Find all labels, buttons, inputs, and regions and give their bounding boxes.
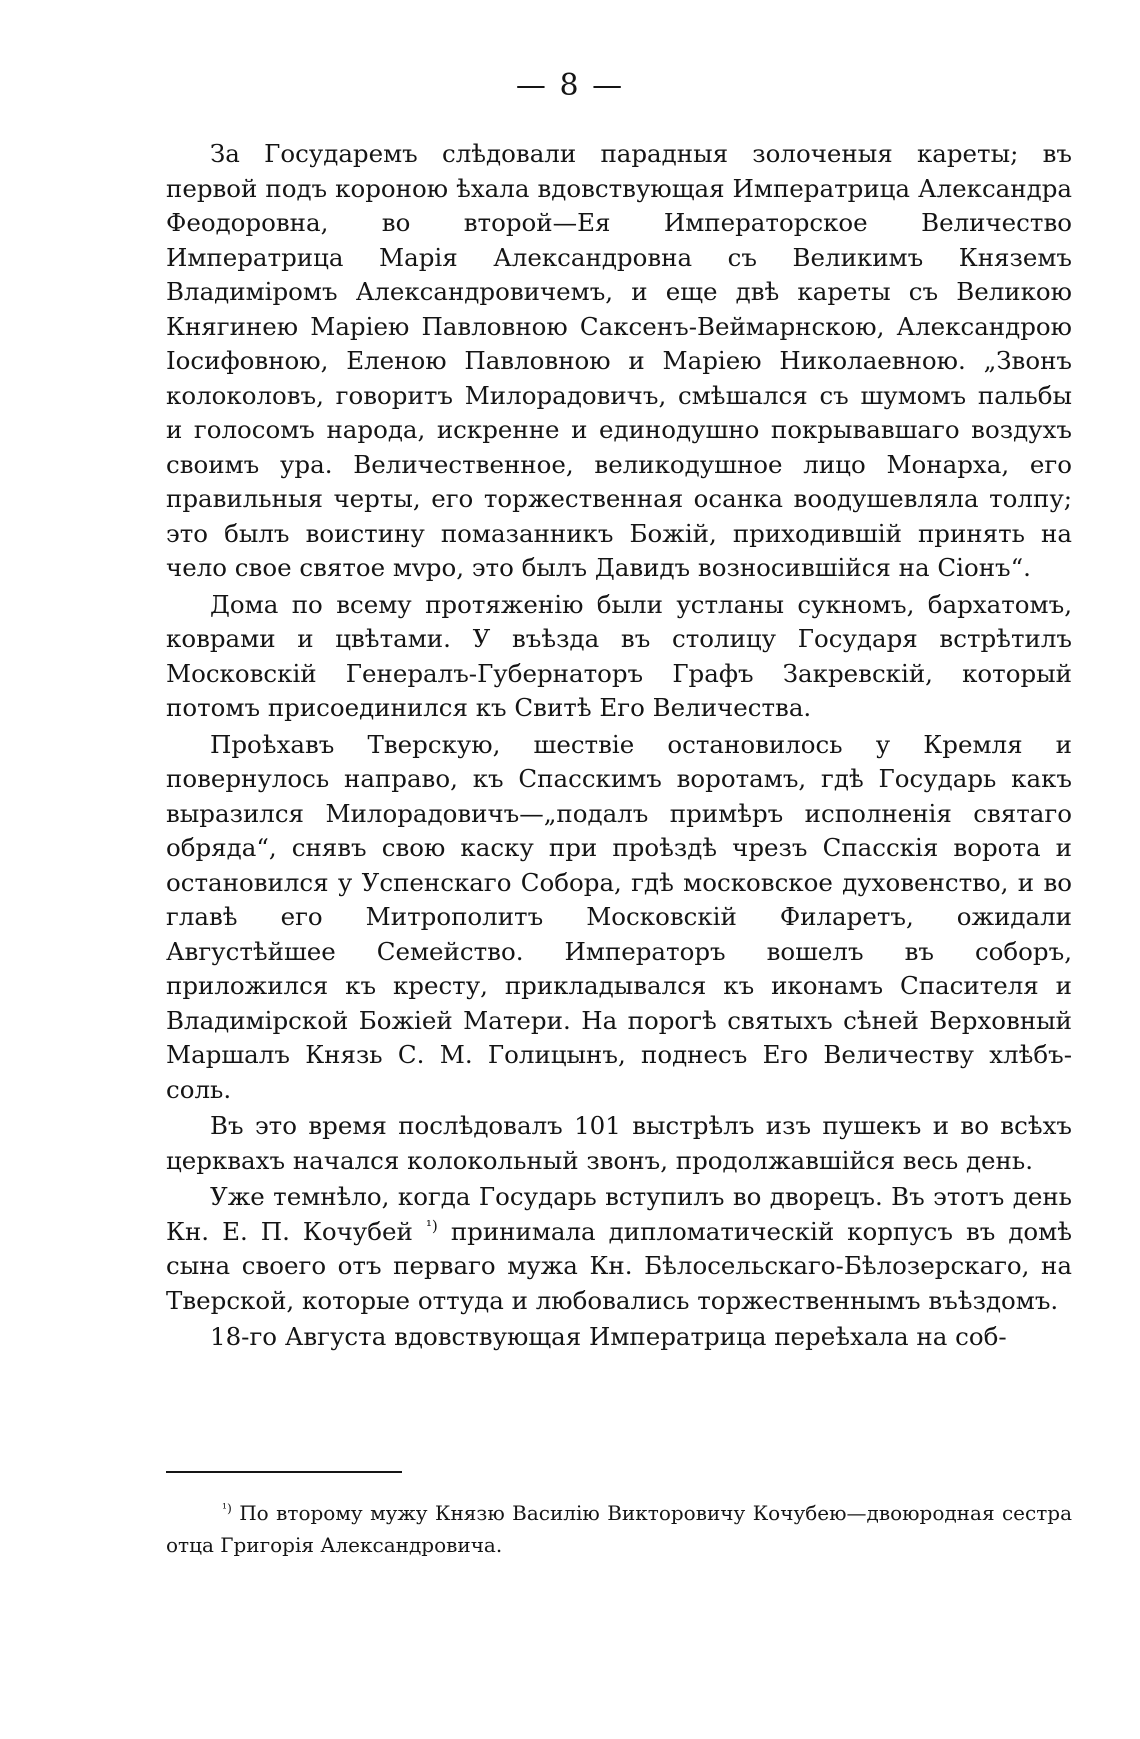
paragraph: За Государемъ слѣдовали парадныя золоченыя кареты; въ первой подъ короною ѣхала вдовствующая Императрица Александра Феодоровна, во второй—Ея Императорское Величество Императрица Марія Александровна съ Великимъ Княземъ Владиміромъ Александровичемъ, и еще двѣ кареты съ Великою Княгинею Маріею Павловною Саксенъ-Веймарнскою, Александрою Іосифовною, Еленою Павловною и Маріею Николаевною. „Звонъ колоколовъ, говоритъ Милорадовичъ, смѣшался съ шумомъ пальбы и голосомъ народа, искренне и единодушно покрывавшаго воздухъ своимъ ура. Величественное, великодушное лицо Монарха, его правильныя черты, его торжественная осанка воодушевляла толпу; это былъ воистину помазанникъ Божій, приходившій принять на чело свое святое мvро, это былъ Давидъ возносившійся на Сіонъ“. xyxy=(166,139,1072,582)
paragraph-text: Уже темнѣло, когда Государь вступилъ во дворецъ. Въ этотъ день Кн. Е. П. Кочубей xyxy=(166,1182,1072,1246)
paragraph: Проѣхавъ Тверскую, шествіе остановилось у Кремля и повернулось направо, къ Спасскимъ воротамъ, гдѣ Государь какъ выразился Милорадовичъ—„подалъ примѣръ исполненія святаго обряда“, снявъ свою каску при проѣздѣ чрезъ Спасскія ворота и остановился у Успенскаго Собора, гдѣ московское духовенство, и во главѣ его Митрополитъ Московскій Филаретъ, ожидали Августѣйшее Семейство. Императоръ вошелъ въ соборъ, приложился къ кресту, прикладывался къ иконамъ Спасителя и Владимірской Божіей Матери. На порогѣ святыхъ сѣней Верховный Маршалъ Князь С. М. Голицынъ, поднесъ Его Величеству хлѣбъ-соль. xyxy=(166,729,1072,1104)
paragraph xyxy=(166,1180,1072,1318)
paragraph: Въ это время послѣдовалъ 101 выстрѣлъ изъ пушекъ и во всѣхъ церквахъ начался колокольный звонъ, продолжавшійся весь день. xyxy=(166,1111,1072,1175)
main-text xyxy=(166,137,1072,1357)
footnote-text: По второму мужу Князю Василію Викторовичу Кочубею—двоюродная сестра отца Григорія Александровича. xyxy=(166,1501,1072,1557)
page-number: — 8 — xyxy=(515,68,625,103)
footnote-mark: ¹) xyxy=(222,1500,232,1516)
paragraph: Дома по всему протяженію были устланы сукномъ, бархатомъ, коврами и цвѣтами. У въѣзда въ столицу Государя встрѣтилъ Московскій Генералъ-Губернаторъ Графъ Закревскій, который потомъ присоединился къ Свитѣ Его Величества. xyxy=(166,589,1072,722)
paragraph-text: принимала дипломатическій корпусъ въ домѣ сына своего отъ перваго мужа Кн. Бѣлосельскаго-Бѣлозерскаго, на Тверской, которые оттуда и любовались торжественнымъ въѣздомъ. xyxy=(166,1216,1073,1315)
footnote-divider xyxy=(166,1471,402,1473)
footnote-reference: ¹) xyxy=(425,1216,438,1235)
paragraph: 18-го Августа вдовствующая Императрица переѣхала на соб- xyxy=(210,1322,1007,1351)
footnote xyxy=(166,1497,1072,1561)
